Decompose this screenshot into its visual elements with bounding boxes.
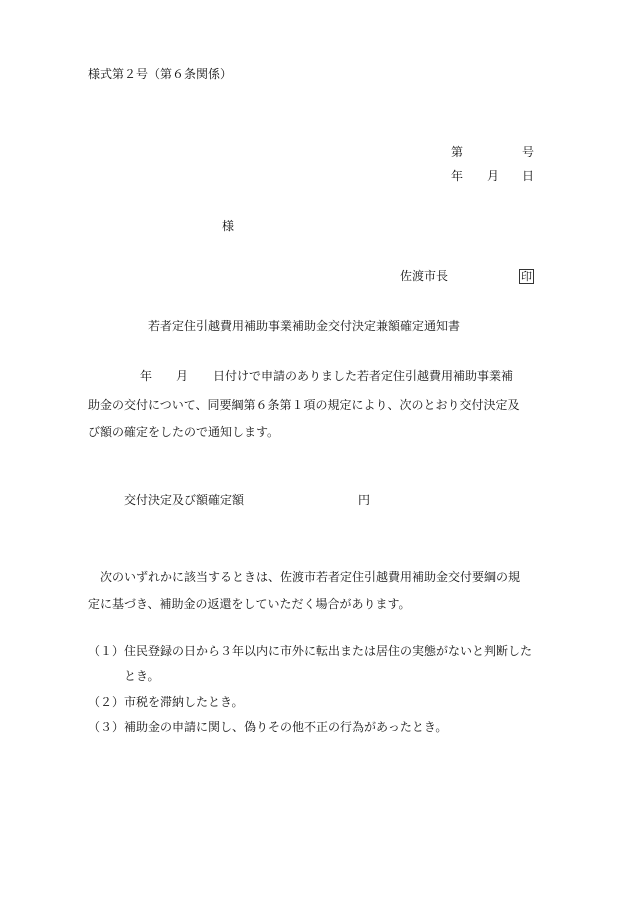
notice-line1: 次のいずれかに該当するときは、佐渡市若者定住引越費用補助金交付要綱の規 xyxy=(100,570,521,584)
condition-3-text: 補助金の申請に関し、偽りその他不正の行為があったとき。 xyxy=(124,720,448,734)
condition-1-number: （１） xyxy=(88,644,125,658)
date-month: 月 xyxy=(487,169,500,183)
condition-2-text: 市税を滞納したとき。 xyxy=(124,695,244,709)
intro-line1: 日付けで申請のありました若者定住引越費用補助事業補 xyxy=(213,369,514,383)
document-title: 若者定住引越費用補助事業補助金交付決定兼額確定通知書 xyxy=(148,319,461,333)
condition-1-text: 住民登録の日から３年以内に市外に転出または居住の実態がないと判断した xyxy=(124,644,533,658)
date-year: 年 xyxy=(451,169,464,183)
reference-number-prefix: 第 xyxy=(451,145,464,159)
amount-label: 交付決定及び額確定額 xyxy=(124,493,245,507)
date-day: 日 xyxy=(522,169,535,183)
amount-unit: 円 xyxy=(358,493,371,507)
intro-line3: び額の確定をしたので通知します。 xyxy=(88,425,280,439)
seal-mark xyxy=(519,268,534,284)
intro-line2: 助金の交付について、同要綱第６条第１項の規定により、次のとおり交付決定及 xyxy=(88,398,520,412)
sender-title: 佐渡市長 xyxy=(400,269,449,283)
notice-line2: 定に基づき、補助金の返還をしていただく場合があります。 xyxy=(88,597,411,611)
condition-2-number: （２） xyxy=(88,695,125,709)
seal-label: 印 xyxy=(521,270,532,283)
condition-1-continuation: とき。 xyxy=(124,669,160,683)
condition-3-number: （３） xyxy=(88,720,125,734)
intro-month: 月 xyxy=(176,369,189,383)
form-label: 様式第２号（第６条関係） xyxy=(88,67,233,81)
addressee-honorific: 様 xyxy=(222,219,235,233)
intro-year: 年 xyxy=(140,369,153,383)
reference-number-suffix: 号 xyxy=(522,145,535,159)
